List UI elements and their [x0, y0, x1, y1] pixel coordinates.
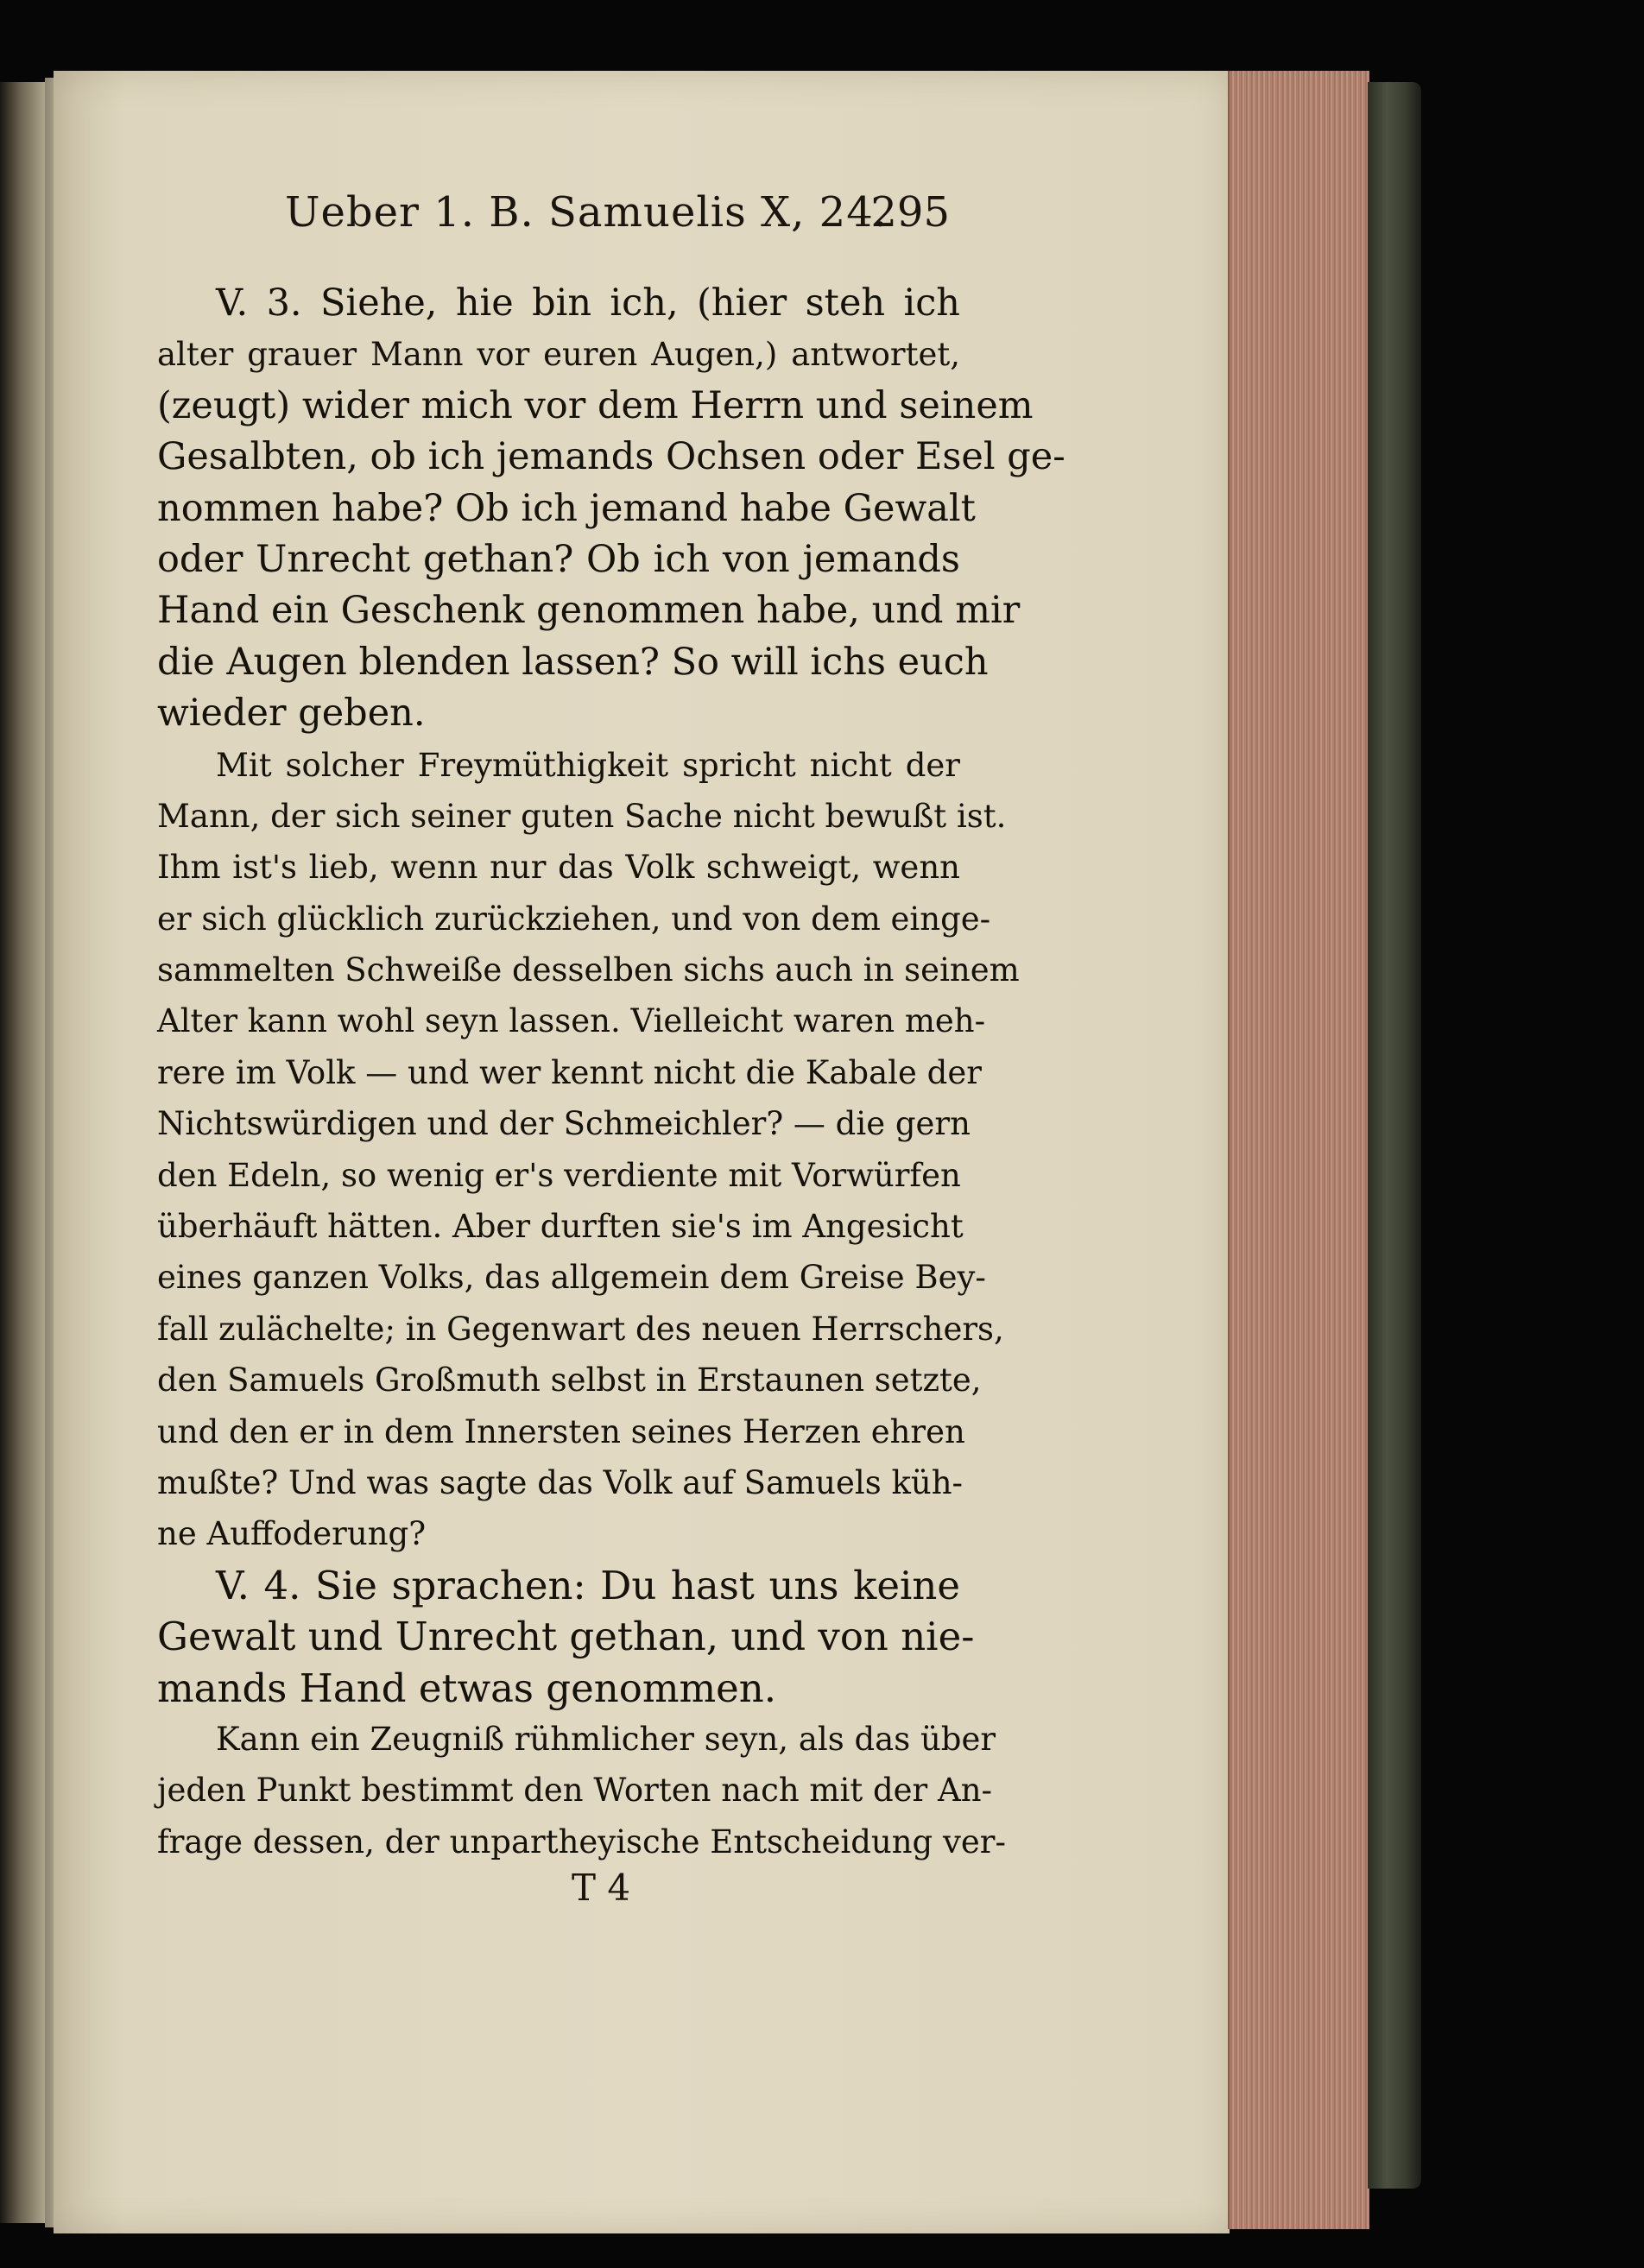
text-line: alter grauer Mann vor euren Augen,) antwortet, [157, 336, 960, 374]
body-text [157, 278, 1065, 1867]
page-block-edges [1228, 71, 1369, 2229]
page-number: 295 [870, 188, 950, 237]
book-cover-edge [1368, 82, 1421, 2189]
text-line: wieder geben. [157, 692, 426, 736]
text-line: sammelten Schweiße desselben sichs auch in seinem [157, 951, 1020, 989]
text-line: Hand ein Geschenk genommen habe, und mir [157, 589, 1021, 633]
text-line: Gewalt und Unrecht gethan, und von nie- [157, 1614, 975, 1660]
text-line: jeden Punkt bestimmt den Worten nach mit der An- [157, 1772, 993, 1810]
text-line: (zeugt) wider mich vor dem Herrn und seinem [157, 383, 1034, 427]
text-line: überhäuft hätten. Aber durften sie's im Angesicht [157, 1208, 964, 1246]
page-header [285, 188, 950, 249]
text-line: nommen habe? Ob ich jemand habe Gewalt [157, 486, 976, 530]
text-line: rere im Volk — und wer kennt nicht die Kabale der [157, 1053, 982, 1091]
text-line: eines ganzen Volks, das allgemein dem Greise Bey- [157, 1259, 986, 1297]
text-line: die Augen blenden lassen? So will ichs euch [157, 640, 989, 684]
running-title: Ueber 1. B. Samuelis X, 24. [285, 188, 888, 237]
text-line: den Edeln, so wenig er's verdiente mit Vorwürfen [157, 1156, 961, 1194]
text-line: fall zulächelte; in Gegenwart des neuen Herrschers, [157, 1310, 1004, 1348]
text-line: Mann, der sich seiner guten Sache nicht bewußt ist. [157, 797, 1007, 835]
text-line: mands Hand etwas genommen. [157, 1665, 777, 1711]
text-line: Gesalbten, ob ich jemands Ochsen oder Esel ge- [157, 435, 1065, 479]
text-line: mußte? Und was sagte das Volk auf Samuels küh- [157, 1463, 964, 1501]
text-line: V. 4. Sie sprachen: Du hast uns keine [216, 1562, 960, 1608]
text-line: oder Unrecht gethan? Ob ich von jemands [157, 537, 960, 581]
text-line: Mit solcher Freymüthigkeit spricht nicht der [216, 746, 960, 784]
text-line: ne Auffoderung? [157, 1515, 427, 1553]
text-line: V. 3. Siehe, hie bin ich, (hier steh ich [216, 281, 960, 325]
text-line: er sich glücklich zurückziehen, und von dem einge- [157, 900, 991, 938]
text-line: und den er in dem Innersten seines Herzen ehren [157, 1412, 965, 1450]
text-line: den Samuels Großmuth selbst in Erstaunen setzte, [157, 1361, 982, 1399]
signature-mark: T 4 [572, 1867, 631, 1909]
text-line: Alter kann wohl seyn lassen. Vielleicht waren meh- [157, 1002, 986, 1040]
left-page-edge [0, 82, 50, 2223]
text-line: frage dessen, der unpartheyische Entscheidung ver- [157, 1823, 1006, 1861]
text-line: Nichtswürdigen und der Schmeichler? — die gern [157, 1105, 971, 1143]
text-line: Ihm ist's lieb, wenn nur das Volk schweigt, wenn [157, 849, 960, 887]
text-line: Kann ein Zeugniß rühmlicher seyn, als das über [216, 1720, 996, 1758]
